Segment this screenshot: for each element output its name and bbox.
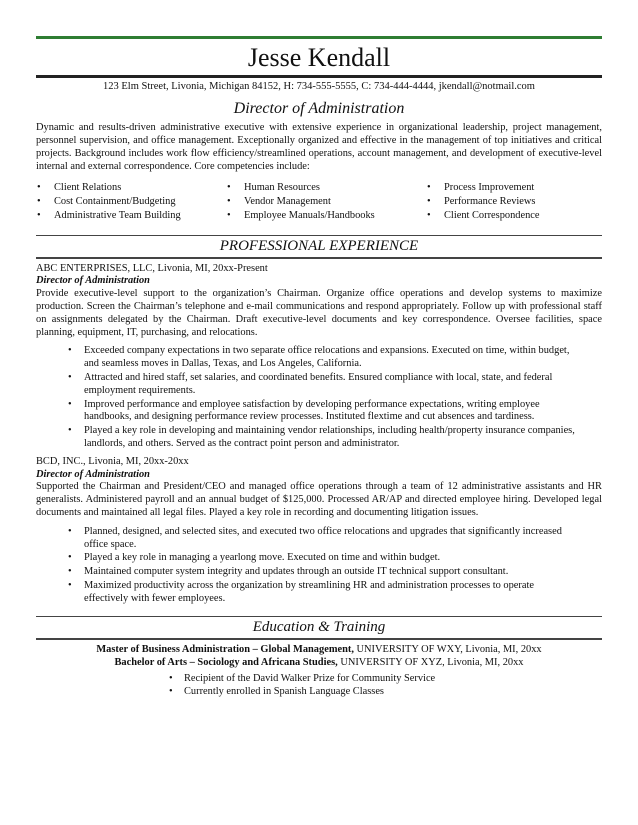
degree-school: UNIVERSITY OF XYZ, Livonia, MI, 20xx xyxy=(337,656,524,668)
competency-item: • Human Resources xyxy=(226,181,426,195)
list-item: • Planned, designed, and selected sites, and executed two office relocations and upgrades that significantly increased office space. xyxy=(84,526,602,552)
list-item: • Currently enrolled in Spanish Language Classes xyxy=(184,685,602,698)
job-company: BCD, INC., Livonia, MI, 20xx-20xx xyxy=(36,455,189,467)
job-role: Director of Administration xyxy=(36,468,150,480)
competency-item: • Client Correspondence xyxy=(426,209,602,223)
section-rule xyxy=(36,257,602,259)
list-item: • Played a key role in managing a yearlong move. Executed on time and within budget. xyxy=(84,552,602,565)
list-item: • Exceeded company expectations in two separate office relocations and expansions. Executed on time, within budget, and seamless moves in Dallas, Texas, and Los Angeles, California. xyxy=(84,345,602,371)
section-rule xyxy=(36,638,602,640)
section-title: Education & Training xyxy=(252,619,386,636)
competency-item: • Vendor Management xyxy=(226,195,426,209)
summary-paragraph: Dynamic and results-driven administrative executive with extensive experience in organizational leadership, project management, personnel supervision, and office management. Exceptionally organized and effective in the management of top initiatives and critical projects. Background includes work flow efficiency/streamlined operations, account management, and development of executive-level internal and external correspondence. Core competencies include: xyxy=(36,122,602,172)
competency-item: • Employee Manuals/Handbooks xyxy=(226,209,426,223)
section-rule xyxy=(36,616,602,618)
job-entry xyxy=(36,456,602,606)
job-achievements xyxy=(36,526,602,606)
job-title: Director of Administration xyxy=(233,100,405,117)
degree-line xyxy=(36,656,602,669)
experience-section-header xyxy=(36,235,602,259)
section-title: PROFESSIONAL EXPERIENCE xyxy=(219,238,419,255)
list-item: • Attracted and hired staff, set salaries, and coordinated benefits. Ensured compliance with local, state, and federal employment requirements. xyxy=(84,372,602,398)
top-accent-rule xyxy=(36,36,602,39)
job-entry xyxy=(36,263,602,451)
candidate-name: Jesse Kendall xyxy=(247,43,391,72)
list-item: • Improved performance and employee satisfaction by developing performance expectations, writing employee handbooks, and designing performance review processes. Instituted flextime and cut absences and tardiness. xyxy=(84,399,602,425)
competency-item: • Process Improvement xyxy=(426,181,602,195)
degree-school: UNIVERSITY OF WXY, Livonia, MI, 20xx xyxy=(353,643,542,655)
resume-page xyxy=(36,36,602,698)
education-section-header xyxy=(36,616,602,640)
competency-item: • Administrative Team Building xyxy=(36,209,226,223)
job-achievements xyxy=(36,345,602,450)
section-rule xyxy=(36,235,602,237)
job-description: Supported the Chairman and President/CEO and managed office operations through a team of 12 administrative assistants and HR generalists. Administered payroll and an annual budget of $125,000. Processed AR/AP and directed employee hiring. Developed legal documents and maintained all legal files. Played a key role in recording and documenting litigation issues. xyxy=(36,481,602,518)
degree-name: Bachelor of Arts – Sociology and Africana Studies, xyxy=(114,656,338,668)
list-item: • Maximized productivity across the organization by streamlining HR and administration processes to operate effectively with fewer employees. xyxy=(84,580,602,606)
education-section xyxy=(36,643,602,698)
job-description: Provide executive-level support to the organization’s Chairman. Organize office operations and develop systems to maximize production. Screen the Chairman’s telephone and e-mail communications and respond appropriately. Follow up with professional staff on assignments delegated by the Chairman. Draft executive-level documents and key correspondence. Oversee facilities, space planning, equipment, IT, purchasing, and relocations. xyxy=(36,288,602,338)
competency-item: • Client Relations xyxy=(36,181,226,195)
competencies-list xyxy=(36,181,602,223)
education-notes xyxy=(36,672,602,698)
name-rule xyxy=(36,75,602,78)
job-company: ABC ENTERPRISES, LLC, Livonia, MI, 20xx-Present xyxy=(36,262,268,274)
competency-item: • Cost Containment/Budgeting xyxy=(36,195,226,209)
degree-name: Master of Business Administration – Global Management, xyxy=(96,643,354,655)
degree-line xyxy=(36,643,602,656)
list-item: • Recipient of the David Walker Prize for Community Service xyxy=(184,672,602,685)
job-role: Director of Administration xyxy=(36,275,150,287)
contact-line: 123 Elm Street, Livonia, Michigan 84152, H: 734-555-5555, C: 734-444-4444, jkendall@notmail.com xyxy=(103,81,535,92)
competency-item: • Performance Reviews xyxy=(426,195,602,209)
list-item: • Played a key role in developing and maintaining vendor relationships, including health/property insurance companies, landlords, and others. Served as the contract point person and administrator. xyxy=(84,425,602,451)
list-item: • Maintained computer system integrity and updates through an outside IT technical support consultant. xyxy=(84,566,602,579)
